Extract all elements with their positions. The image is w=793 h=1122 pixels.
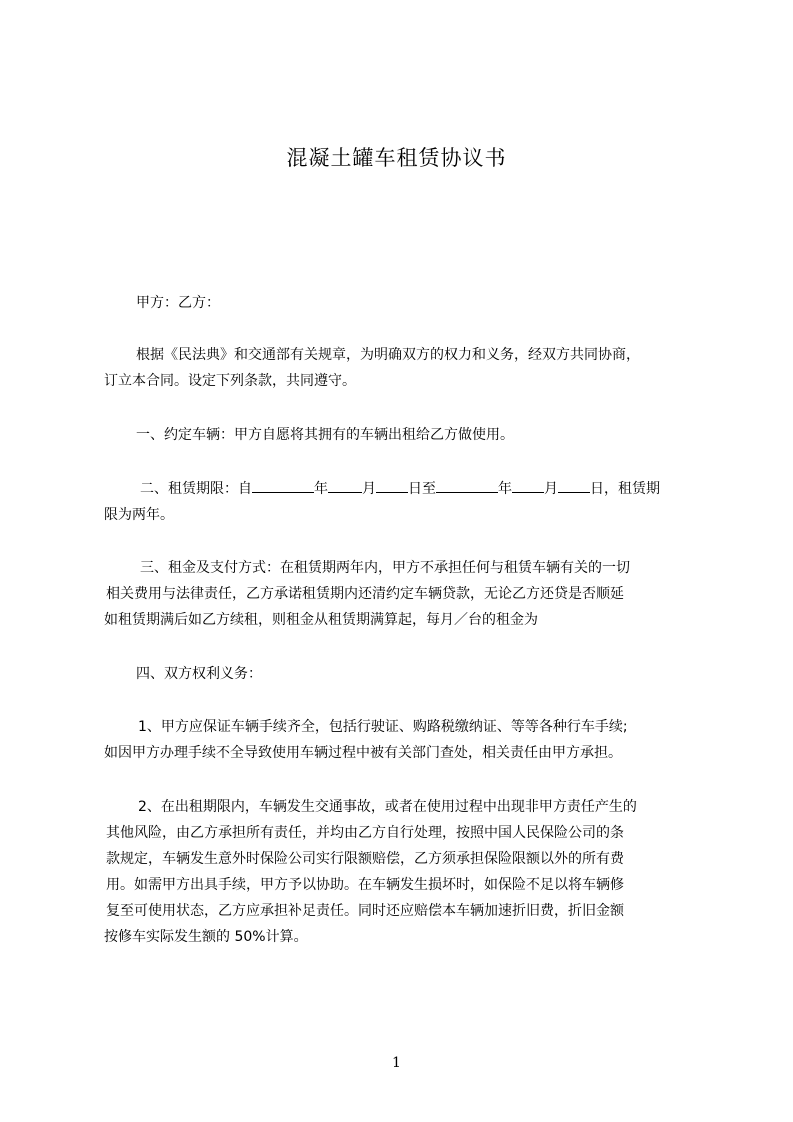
page-number: 1: [392, 1055, 401, 1071]
clause-2-line-2: 限为两年。: [104, 507, 174, 523]
blank-year-start: [252, 478, 314, 493]
blank-month-start: [328, 478, 362, 493]
clause-2-day-to: 日至: [408, 481, 436, 497]
item-2-line-6: 按修车实际发生额的 50%计算。: [104, 929, 308, 945]
intro-line-2: 订立本合同。设定下列条款，共同遵守。: [104, 373, 356, 389]
blank-month-end: [512, 478, 544, 493]
blank-day-end: [558, 478, 590, 493]
clause-2-month-2: 月: [544, 481, 558, 497]
clause-3-line-2: 相关费用与法律责任，乙方承诺租赁期内还清约定车辆贷款，无论乙方还贷是否顺延: [106, 586, 624, 602]
item-2-line-1: 2、在出租期限内，车辆发生交通事故，或者在使用过程中出现非甲方责任产生的: [138, 799, 637, 815]
clause-2-year-2: 年: [498, 481, 512, 497]
document-title: 混凝土罐车租赁协议书: [286, 146, 507, 170]
intro-line-1: 根据《民法典》和交通部有关规章，为明确双方的权力和义务，经双方共同协商，: [136, 347, 640, 363]
parties-line: 甲方：乙方：: [136, 295, 220, 311]
item-2-line-4: 用。如需甲方出具手续，甲方予以协助。在车辆发生损坏时，如保险不足以将车辆修: [106, 877, 624, 893]
item-2-line-2: 其他风险，由乙方承担所有责任，并均由乙方自行处理，按照中国人民保险公司的条: [106, 825, 624, 841]
clause-3-line-1: 三、租金及支付方式：在租赁期两年内，甲方不承担任何与租赁车辆有关的一切: [140, 560, 630, 576]
item-1-line-2: 如因甲方办理手续不全导致使用车辆过程中被有关部门查处，相关责任由甲方承担。: [104, 745, 622, 761]
clause-2-day-suffix: 日，租赁期: [590, 481, 660, 497]
clause-2-month-1: 月: [362, 481, 376, 497]
item-2-line-5: 复至可使用状态，乙方应承担补足责任。同时还应赔偿本车辆加速折旧费，折旧金额: [106, 903, 624, 919]
item-1-line-1: 1、甲方应保证车辆手续齐全，包括行驶证、购路税缴纳证、等等各种行车手续;: [138, 719, 628, 735]
clause-4-heading: 四、双方权利义务：: [136, 666, 262, 682]
clause-1: 一、约定车辆：甲方自愿将其拥有的车辆出租给乙方做使用。: [136, 427, 514, 443]
clause-2-line-1: [140, 476, 740, 502]
clause-2-year-1: 年: [314, 481, 328, 497]
clause-3-line-3: 如租赁期满后如乙方续租，则租金从租赁期满算起，每月／台的租金为: [104, 612, 538, 628]
blank-year-end: [436, 478, 498, 493]
item-2-line-3: 款规定，车辆发生意外时保险公司实行限额赔偿，乙方须承担保险限额以外的所有费: [106, 851, 624, 867]
blank-day-start: [376, 478, 408, 493]
clause-2-prefix: 二、租赁期限：自: [140, 481, 252, 497]
